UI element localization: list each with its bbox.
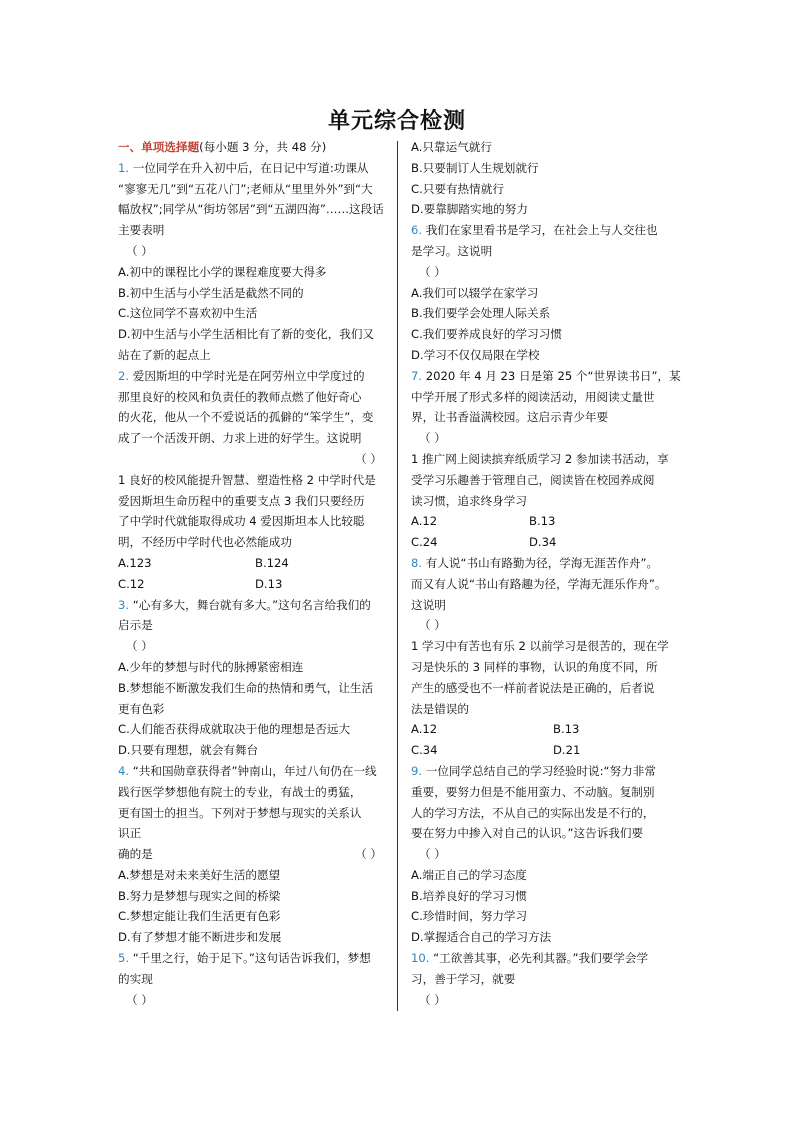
question-1 [118,158,388,366]
option-a: A.只靠运气就行 [411,140,492,154]
answer-blank: （ ） [419,431,446,446]
question-number: 2. [118,368,130,383]
question-stem: 人的学习方法，不从自己的实际出发是不行的， [411,805,655,820]
question-6 [411,220,673,366]
question-stem: 界，让书香溢满校园。这启示青少年要 [411,410,609,425]
column-divider [397,141,398,1011]
answer-blank: （ ） [419,992,446,1007]
option-c: C.人们能否获得成就取决于他的理想是否远大 [118,722,351,737]
statement-list: 受学习乐趣善于管理自己，阅读皆在校园养成阅 [411,472,655,487]
answer-blank: （ ） [126,243,153,258]
answer-blank: （ ） [126,992,153,1007]
question-number: 5. [118,951,130,966]
option-b: B.124 [255,555,289,570]
question-stem: “心有多大，舞台就有多大。”这句名言给我们的 [129,597,371,612]
question-stem: 确的是 [118,847,153,862]
statement-list: 习是快乐的 3 同样的事物，认识的角度不同，所 [411,659,658,674]
question-stem: 那里良好的校风和负责任的教师点燃了他好奇心 [118,389,362,404]
option-a: A.初中的课程比小学的课程难度要大得多 [118,264,327,279]
right-column [411,137,681,1010]
option-d: D.有了梦想才能不断进步和发展 [118,930,282,945]
option-d: D.34 [529,535,557,550]
question-stem: 一位同学在升入初中后，在日记中写道:功课从 [129,160,369,175]
option-c: C.我们要养成良好的学习习惯 [411,327,562,342]
question-number: 6. [411,223,423,238]
question-stem: 重要，要努力但是不能用蛮力、不动脑。复制别 [411,784,655,799]
question-10 [411,948,673,1010]
question-number: 10. [411,951,430,966]
answer-blank: （ ） [355,847,382,862]
question-5-options [411,137,673,220]
option-b-cont: 更有色彩 [118,701,165,716]
option-a: A.123 [118,555,152,570]
question-number: 3. [118,597,130,612]
answer-blank: （ ） [419,618,446,633]
option-b: B.13 [529,514,556,529]
statement-list: 法是错误的 [411,701,469,716]
option-b: B.努力是梦想与现实之间的桥梁 [118,888,281,903]
option-a: A.12 [411,514,438,529]
question-stem: “寥寥无几”到“五花八门”;老师从“里里外外”到“大 [118,181,373,196]
option-d-cont: 站在了新的起点上 [118,347,211,362]
option-b: B.只要制订人生规划就行 [411,160,539,175]
question-stem: 更有国士的担当。下列对于梦想与现实的关系认 [118,805,362,820]
question-stem: 爱因斯坦的中学时光是在阿劳州立中学度过的 [129,368,365,383]
option-d: D.初中生活与小学生活相比有了新的变化，我们又 [118,327,375,342]
option-d: D.只要有理想，就会有舞台 [118,743,259,758]
question-stem: “千里之行，始于足下。”这句话告诉我们，梦想 [129,951,371,966]
answer-blank: （ ） [419,847,446,862]
question-stem: 要在努力中掺入对自己的认识。”这告诉我们要 [411,826,644,841]
statement-list: 明，不经历中学时代也必然能成功 [118,535,292,550]
option-b: B.梦想能不断激发我们生命的热情和勇气，让生活 [118,680,374,695]
statement-list: 产生的感受也不一样前者说法是正确的，后者说 [411,680,655,695]
question-number: 1. [118,160,130,175]
question-stem: 我们在家里看书是学习，在社会上与人交往也 [422,223,658,238]
question-stem: 识正 [118,826,142,841]
option-a: A.少年的梦想与时代的脉搏紧密相连 [118,659,304,674]
option-b: B.培养良好的学习习惯 [411,888,527,903]
option-c: C.梦想定能让我们生活更有色彩 [118,909,281,924]
section-lead: 一、单项选择题 [118,140,200,154]
option-d: D.21 [553,743,581,758]
question-stem: 这说明 [411,597,446,612]
option-c: C.24 [411,535,438,550]
question-number: 4. [118,763,130,778]
question-8 [411,553,673,761]
question-7 [411,366,681,553]
question-2 [118,366,388,595]
section-heading [118,137,388,158]
question-stem: 践行医学梦想他有院士的专业，有战士的勇猛， [118,784,362,799]
question-stem: 中学开展了形式多样的阅读活动，用阅读丈量世 [411,389,655,404]
option-a: A.12 [411,722,438,737]
question-5 [118,948,388,1010]
statement-list: 1 学习中有苦也有乐 2 以前学习是很苦的，现在学 [411,639,669,654]
question-stem: 的火花，他从一个不爱说话的孤僻的“笨学生”，变 [118,410,374,425]
question-stem: 幅放权”;同学从“街坊邻居”到“五湖四海”……这段话 [118,202,384,217]
question-stem: 而又有人说“书山有路趣为径，学海无涯乐作舟”。 [411,576,667,591]
question-stem: 2020 年 4 月 23 日是第 25 个“世界读书日”，某 [422,368,681,383]
statement-list: 1 推广网上阅读摈弃纸质学习 2 参加读书活动，享 [411,451,669,466]
left-column [118,137,388,1010]
option-b: B.初中生活与小学生活是截然不同的 [118,285,304,300]
question-number: 8. [411,555,423,570]
option-a: A.我们可以辍学在家学习 [411,285,539,300]
answer-blank: （ ） [419,264,446,279]
question-stem: 成了一个活泼开朗、力求上进的好学生。这说明 [118,431,362,446]
option-c: C.34 [411,743,438,758]
question-stem: 一位同学总结自己的学习经验时说:“努力非常 [422,763,656,778]
question-number: 7. [411,368,423,383]
option-c: C.这位同学不喜欢初中生活 [118,306,258,321]
question-3 [118,595,388,761]
question-number: 9. [411,763,423,778]
option-d: D.掌握适合自己的学习方法 [411,930,552,945]
option-c: C.珍惜时间，努力学习 [411,909,528,924]
question-9 [411,761,673,948]
option-c: C.只要有热情就行 [411,181,504,196]
option-d: D.13 [255,576,283,591]
question-stem: “工欲善其事，必先利其器。”我们要学会学 [429,951,649,966]
question-stem: 习，善于学习，就要 [411,971,516,986]
question-stem: 的实现 [118,971,153,986]
page-title: 单元综合检测 [327,108,466,134]
option-a: A.端正自己的学习态度 [411,867,527,882]
section-scoring: (每小题 3 分，共 48 分) [199,140,327,154]
answer-blank: （ ） [355,451,382,466]
option-d: D.学习不仅仅局限在学校 [411,347,540,362]
statement-list: 1 良好的校风能提升智慧、塑造性格 2 中学时代是 [118,472,376,487]
option-d: D.要靠脚踏实地的努力 [411,202,528,217]
question-stem: 是学习。这说明 [411,243,493,258]
statement-list: 读习惯，追求终身学习 [411,493,527,508]
question-stem: 启示是 [118,618,153,633]
question-stem: 有人说“书山有路勤为径，学海无涯苦作舟”。 [422,555,659,570]
question-4 [118,761,388,948]
option-c: C.12 [118,576,145,591]
option-b: B.我们要学会处理人际关系 [411,306,551,321]
statement-list: 爱因斯坦生命历程中的重要支点 3 我们只要经历 [118,493,365,508]
option-b: B.13 [553,722,580,737]
question-stem: 主要表明 [118,223,165,238]
statement-list: 了中学时代就能取得成功 4 爱因斯坦本人比较聪 [118,514,365,529]
question-stem: “共和国勋章获得者”钟南山，年过八旬仍在一线 [129,763,377,778]
option-a: A.梦想是对未来美好生活的愿望 [118,867,281,882]
answer-blank: （ ） [126,639,153,654]
